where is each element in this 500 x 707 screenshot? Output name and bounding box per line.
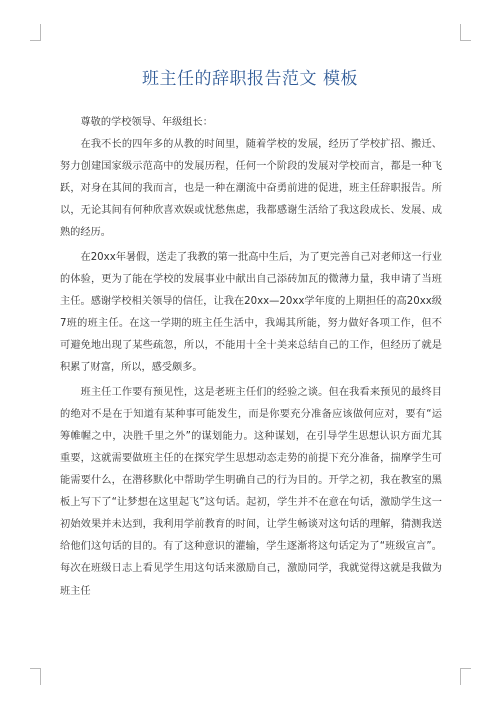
body-paragraph-3: 班主任工作要有预见性，这是老班主任们的经验之谈。但在我看来预见的最终目的绝对不是在于知道有某种事可能发生，而是你要充分准备应该做何应对，要有“运筹帷幄之中，决胜千里之外”的谋划能力。这种谋划，在引导学生思想认识方面尤其重要，这就需要做班主任的在探究学生思想动态走势的前提下充分准备，揣摩学生可能需要什么，在潜移默化中帮助学生明确自己的行为目的。开学之初，我在教室的黑板上写下了“让梦想在这里起飞”这句话。起初，学生并不在意在句话，激励学生这一初始效果并未达到，我利用学前教育的时间，让学生畅谈对这句话的理解，猜测我送给他们这句话的目的。有了这种意识的灌输，学生逐渐将这句话定为了“班级宣言”。每次在班级日志上看见学生用这句话来激励自己，激励同学，我就觉得这就是我做为班主任	[60, 386, 442, 597]
crop-mark-bottom-left	[30, 668, 41, 685]
salutation-paragraph: 尊敬的学校领导、年级组长：	[80, 117, 213, 128]
crop-mark-top-right	[460, 24, 471, 41]
body-paragraph-2: 在20xx年暑假，送走了我教的第一批高中生后，为了更完善自己对老师这一行业的体验，更为了能在学校的发展事业中献出自己添砖加瓦的微薄力量，我申请了当班主任。感谢学校相关领导的信任，让我在20xx—20xx学年度的上期担任的高20xx级7班的班主任。在这一学期的班主任生活中，我竭其所能，努力做好各项工作，但不可避免地出现了某些疏忽，所以，不能用十全十美来总结自己的工作，但经历了就是积累了财富，所以，感受颇多。	[60, 251, 442, 374]
document-title: 班主任的辞职报告范文 模板	[142, 69, 358, 89]
body-paragraph-1: 在我不长的四年多的从教的时间里，随着学校的发展，经历了学校扩招、搬迁、努力创建国家级示范高中的发展历程，任何一个阶段的发展对学校而言，都是一种飞跃，对身在其间的我而言，也是一种在潮流中奋勇前进的促进，班主任辞职报告。所以，无论其间有何种欣喜欢娱或忧愁焦虑，我都感谢生活给了我这段成长、发展、成熟的经历。	[60, 139, 442, 239]
crop-mark-top-left	[30, 24, 41, 41]
crop-mark-bottom-right	[460, 668, 471, 685]
document-body	[60, 112, 442, 605]
